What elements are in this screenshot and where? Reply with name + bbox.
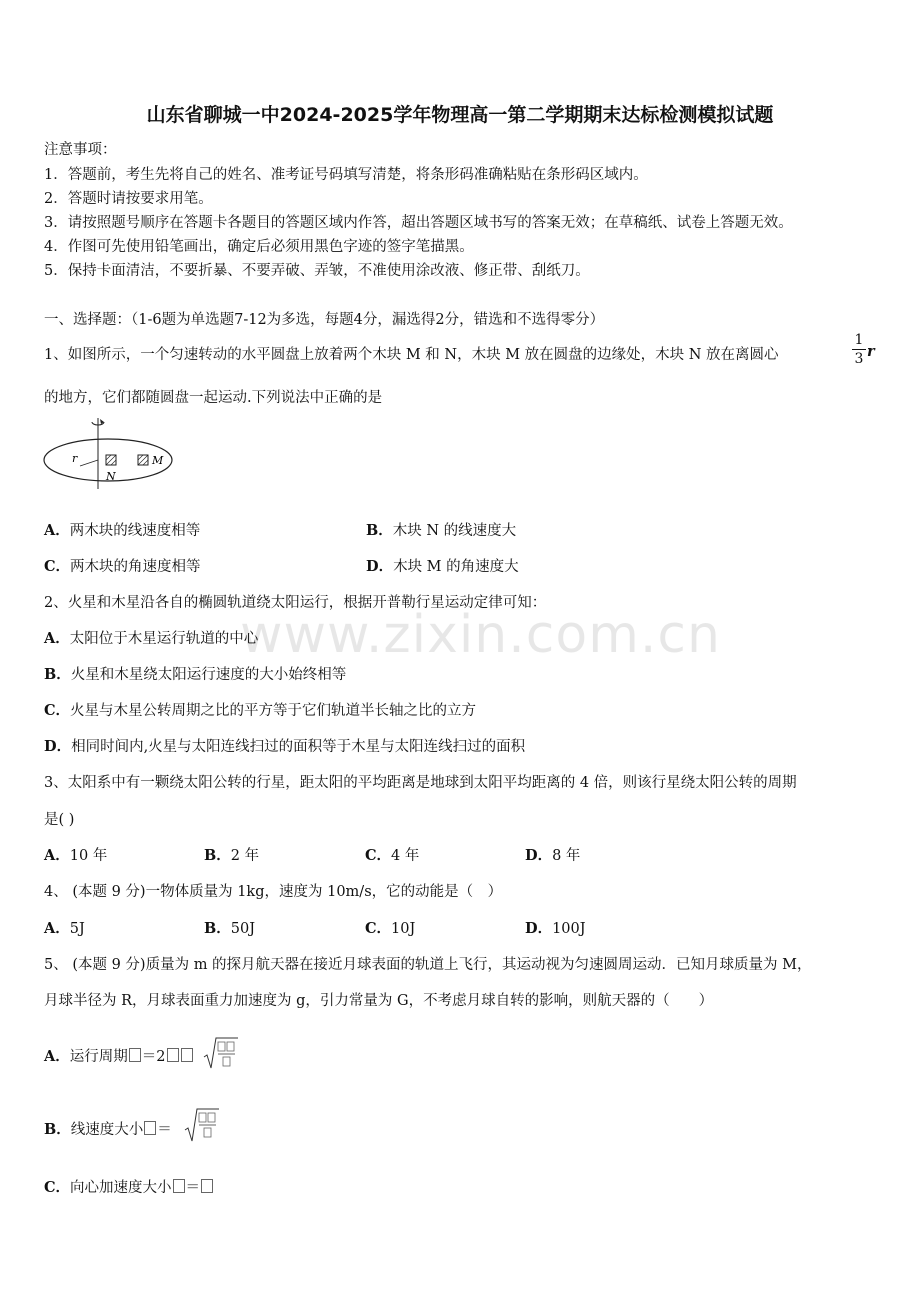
q1-stem-line1: 1、如图所示，一个匀速转动的水平圆盘上放着两个木块 M 和 N，木块 M 放在圆盘的边缘处，木块 N 放在离圆心 bbox=[44, 347, 779, 363]
watermark: www.zixin.com.cn bbox=[240, 605, 721, 665]
notice-item-1: 1．答题前，考生先将自己的姓名、准考证号码填写清楚，将条形码准确粘贴在条形码区域内。 bbox=[44, 167, 648, 183]
missing-glyph-icon bbox=[181, 1048, 193, 1062]
q5-b-sqrt-icon bbox=[184, 1106, 220, 1144]
q2-option-b[interactable]: B．火星和木星绕太阳运行速度的大小始终相等 bbox=[44, 666, 347, 683]
q3-stem-line2: 是( ) bbox=[44, 812, 75, 828]
radius-line bbox=[80, 460, 98, 466]
q1-option-c[interactable]: C．两木块的角速度相等 bbox=[44, 558, 201, 575]
q1-disk-figure bbox=[40, 414, 190, 494]
q3-option-c[interactable]: C．4 年 bbox=[365, 847, 420, 864]
q5-option-b[interactable]: B．线速度大小 ＝ bbox=[44, 1121, 172, 1138]
fraction-bar bbox=[852, 349, 866, 350]
q4-stem: 4、 (本题 9 分)一物体质量为 1kg，速度为 10m/s，它的动能是（ ） bbox=[44, 884, 503, 900]
fraction-numerator: 1 bbox=[854, 332, 864, 348]
q2-option-a[interactable]: A．太阳位于木星运行轨道的中心 bbox=[44, 630, 259, 647]
q4-option-c[interactable]: C．10J bbox=[365, 920, 416, 937]
q3-option-b[interactable]: B．2 年 bbox=[204, 847, 260, 864]
notice-heading: 注意事项： bbox=[44, 142, 117, 158]
q4-option-a[interactable]: A．5J bbox=[44, 920, 85, 937]
missing-glyph-icon bbox=[144, 1121, 156, 1135]
q3-stem-line1: 3、太阳系中有一颗绕太阳公转的行星，距太阳的平均距离是地球到太阳平均距离的 4 倍，则该行星绕太阳公转的周期 bbox=[44, 775, 797, 791]
missing-glyph-icon bbox=[173, 1179, 185, 1193]
q1-option-b[interactable]: B．木块 N 的线速度大 bbox=[366, 522, 517, 539]
q5-stem-line1: 5、 (本题 9 分)质量为 m 的探月航天器在接近月球表面的轨道上飞行，其运动视为匀速圆周运动．已知月球质量为 M， bbox=[44, 957, 812, 973]
q1-stem-line2: 的地方，它们都随圆盘一起运动.下列说法中正确的是 bbox=[44, 390, 383, 406]
q4-option-b[interactable]: B．50J bbox=[204, 920, 256, 937]
q5-a-sqrt-icon bbox=[203, 1035, 239, 1071]
q5-option-a[interactable]: A．运行周期 ＝2 bbox=[44, 1045, 194, 1066]
q1-option-a[interactable]: A．两木块的线速度相等 bbox=[44, 522, 201, 539]
q2-option-c[interactable]: C．火星与木星公转周期之比的平方等于它们轨道半长轴之比的立方 bbox=[44, 702, 477, 719]
notice-item-5: 5．保持卡面清洁，不要折暴、不要弄破、弄皱，不准使用涂改液、修正带、刮纸刀。 bbox=[44, 263, 590, 279]
q2-option-d[interactable]: D．相同时间内,火星与太阳连线扫过的面积等于木星与太阳连线扫过的面积 bbox=[44, 738, 526, 755]
page-title: 山东省聊城一中2024-2025学年物理高一第二学期期末达标检测模拟试题 bbox=[146, 104, 774, 126]
q4-option-d[interactable]: D．100J bbox=[525, 920, 586, 937]
fraction-denominator: 3 bbox=[854, 351, 864, 367]
notice-item-2: 2．答题时请按要求用笔。 bbox=[44, 191, 213, 207]
notice-item-3: 3．请按照题号顺序在答题卡各题目的答题区域内作答，超出答题区域书写的答案无效；在草稿纸、试卷上答题无效。 bbox=[44, 215, 793, 231]
missing-glyph-icon bbox=[167, 1048, 179, 1062]
section-heading: 一、选择题：（1-6题为单选题7-12为多选，每题4分，漏选得2分，错选和不选得零分） bbox=[44, 312, 605, 328]
missing-glyph-icon bbox=[129, 1048, 141, 1062]
q1-fraction bbox=[852, 332, 866, 367]
notice-item-4: 4．作图可先使用铅笔画出，确定后必须用黑色字迹的签字笔描黑。 bbox=[44, 239, 474, 255]
q3-option-d[interactable]: D．8 年 bbox=[525, 847, 581, 864]
q5-stem-line2: 月球半径为 R，月球表面重力加速度为 g，引力常量为 G，不考虑月球自转的影响，则航天器的（ ） bbox=[44, 993, 714, 1009]
missing-glyph-icon bbox=[201, 1179, 213, 1193]
q1-fraction-var: r bbox=[867, 343, 875, 360]
q3-option-a[interactable]: A．10 年 bbox=[44, 847, 108, 864]
label-n: N bbox=[106, 470, 116, 483]
q5-option-c[interactable]: C．向心加速度大小 ＝ bbox=[44, 1176, 214, 1197]
label-m: M bbox=[152, 454, 164, 467]
label-r: r bbox=[72, 452, 78, 465]
q2-stem: 2、火星和木星沿各自的椭圆轨道绕太阳运行，根据开普勒行星运动定律可知： bbox=[44, 595, 547, 611]
q1-option-d[interactable]: D．木块 M 的角速度大 bbox=[366, 558, 519, 575]
